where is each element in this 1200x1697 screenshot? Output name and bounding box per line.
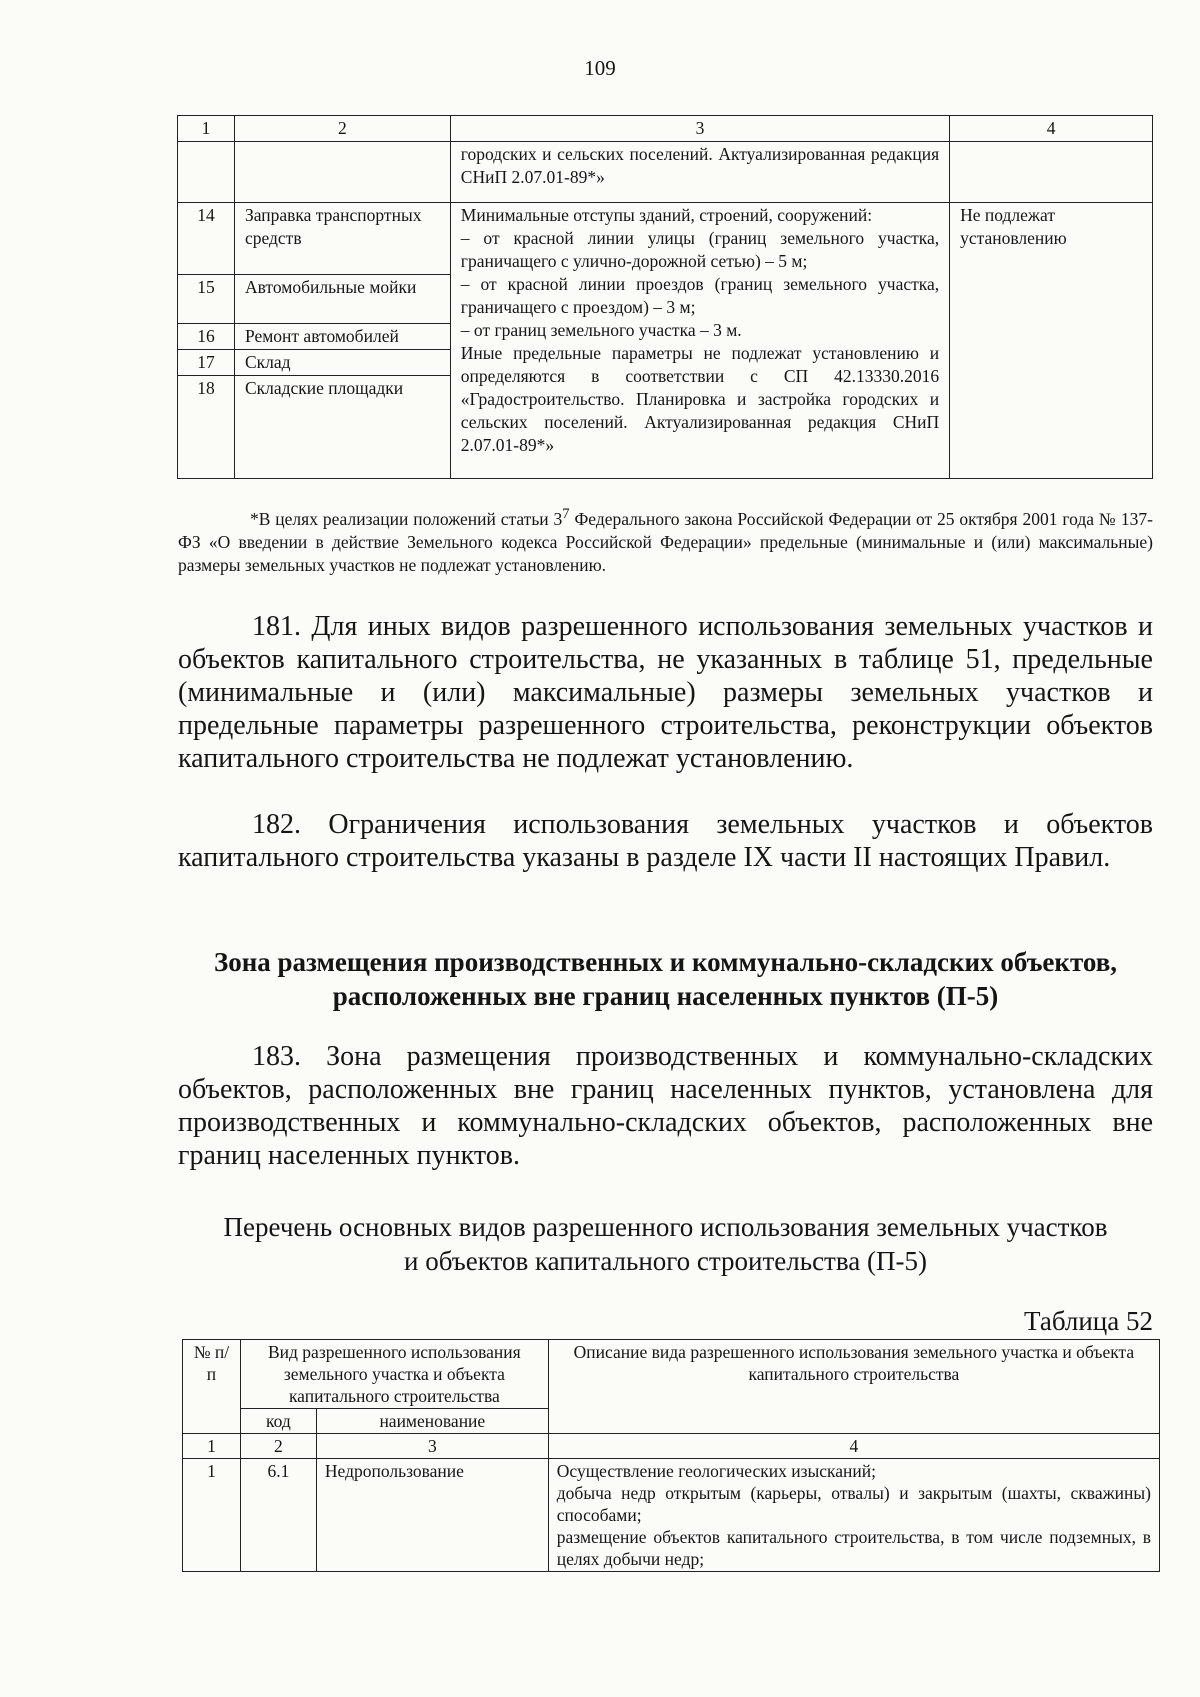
header-description: Описание вида разрешенного использования земельного участка и объекта капитального строительства xyxy=(548,1340,1159,1434)
row-name: Заправка транспортных средств xyxy=(234,203,450,275)
header-type: Вид разрешенного использования земельного участка и объекта капитального строительства xyxy=(240,1340,548,1409)
params-line: – от красной линии улицы (границ земельного участка, граничащего с улично-дорожной сетью) – 5 м; xyxy=(460,228,940,271)
table-52 xyxy=(182,1339,1160,1572)
table-row xyxy=(183,1459,1160,1572)
header-name: наименование xyxy=(316,1409,548,1434)
row-description: Осуществление геологических изысканий; добыча недр открытым (карьеры, отвалы) и закрытым (шахты, скважины) способами; размещение объектов капитального строительства, в том числе подземных, в целях добычи недр; xyxy=(548,1459,1159,1572)
row-code: 6.1 xyxy=(240,1459,316,1572)
continuation-text: городских и сельских поселений. Актуализированная редакция СНиП 2.07.01-89*» xyxy=(450,142,949,203)
footnote: *В целях реализации положений статьи $3^7$ Федерального закона Российской Федерации от 25 октября 2001 года № 137-ФЗ «О введении в действие Земельного кодекса Российской Федерации» предельные (минимальные и (или) максимальные) размеры земельных участков не подлежат установлению. xyxy=(178,506,1153,575)
paragraph-183: 183. Зона размещения производственных и коммунально-складских объектов, расположенных вне границ населенных пунктов, установлена для производственных и коммунально-складских объектов, расположенных вне границ населенных пунктов. xyxy=(178,1041,1153,1171)
col-number-4: 4 xyxy=(950,116,1153,142)
row-name: Склад xyxy=(234,350,450,376)
col-number-2: 2 xyxy=(234,116,450,142)
row-number: 15 xyxy=(178,275,235,324)
table-row xyxy=(178,203,1153,275)
row-number: 1 xyxy=(183,1459,241,1572)
page-number: 109 xyxy=(584,56,616,80)
paragraph-181: 181. Для иных видов разрешенного использования земельных участков и объектов капитального строительства, не указанных в таблице 51, предельные (минимальные и (или) максимальные) размеры земельных участков и предельные параметры разрешенного строительства, реконструкции объектов капитального строительства не подлежат установлению. xyxy=(178,611,1153,774)
row-number: 16 xyxy=(178,324,235,350)
row-name: Ремонт автомобилей xyxy=(234,324,450,350)
list-heading: Перечень основных видов разрешенного использования земельных участков и объектов капитального строительства (П-5) xyxy=(223,1212,1108,1276)
table-header-row xyxy=(183,1340,1160,1409)
row-number: 14 xyxy=(178,203,235,275)
paragraph-182: 182. Ограничения использования земельных участков и объектов капитального строительства указаны в разделе IX части II настоящих Правил. xyxy=(178,809,1153,873)
table-header-row xyxy=(178,116,1153,142)
col-number-1: 1 xyxy=(178,116,235,142)
header-num: № п/п xyxy=(183,1340,241,1434)
col-number-1: 1 xyxy=(183,1434,241,1459)
row-number: 18 xyxy=(178,376,235,479)
params-line: Минимальные отступы зданий, строений, сооружений: xyxy=(460,205,873,225)
params-line: Иные предельные параметры не подлежат установлению и определяются в соответствии с СП 42.13330.2016 «Градостроительство. Планировка и застройка городских и сельских поселений. Актуализированная редакция СНиП 2.07.01-89*» xyxy=(460,343,940,455)
table-row xyxy=(178,142,1153,203)
zone-heading: Зона размещения производственных и коммунально-складских объектов, расположенных вне границ населенных пунктов (П-5) xyxy=(213,947,1118,1011)
col-number-3: 3 xyxy=(450,116,949,142)
row-number: 17 xyxy=(178,350,235,376)
table-caption: Таблица 52 xyxy=(1024,1306,1153,1336)
col-number-2: 2 xyxy=(240,1434,316,1459)
table-continuation xyxy=(177,115,1153,479)
header-code: код xyxy=(240,1409,316,1434)
parameters-cell xyxy=(450,203,949,479)
row-name: Недропользование xyxy=(316,1459,548,1572)
row-name: Автомобильные мойки xyxy=(234,275,450,324)
params-line: – от красной линии проездов (границ земельного участка, граничащего с проездом) – 3 м; xyxy=(460,274,940,317)
col-number-3: 3 xyxy=(316,1434,548,1459)
table-column-numbers xyxy=(183,1434,1160,1459)
size-cell: Не подлежат установлению xyxy=(950,203,1153,479)
params-line: – от границ земельного участка – 3 м. xyxy=(460,320,742,340)
col-number-4: 4 xyxy=(548,1434,1159,1459)
row-name: Складские площадки xyxy=(234,376,450,479)
